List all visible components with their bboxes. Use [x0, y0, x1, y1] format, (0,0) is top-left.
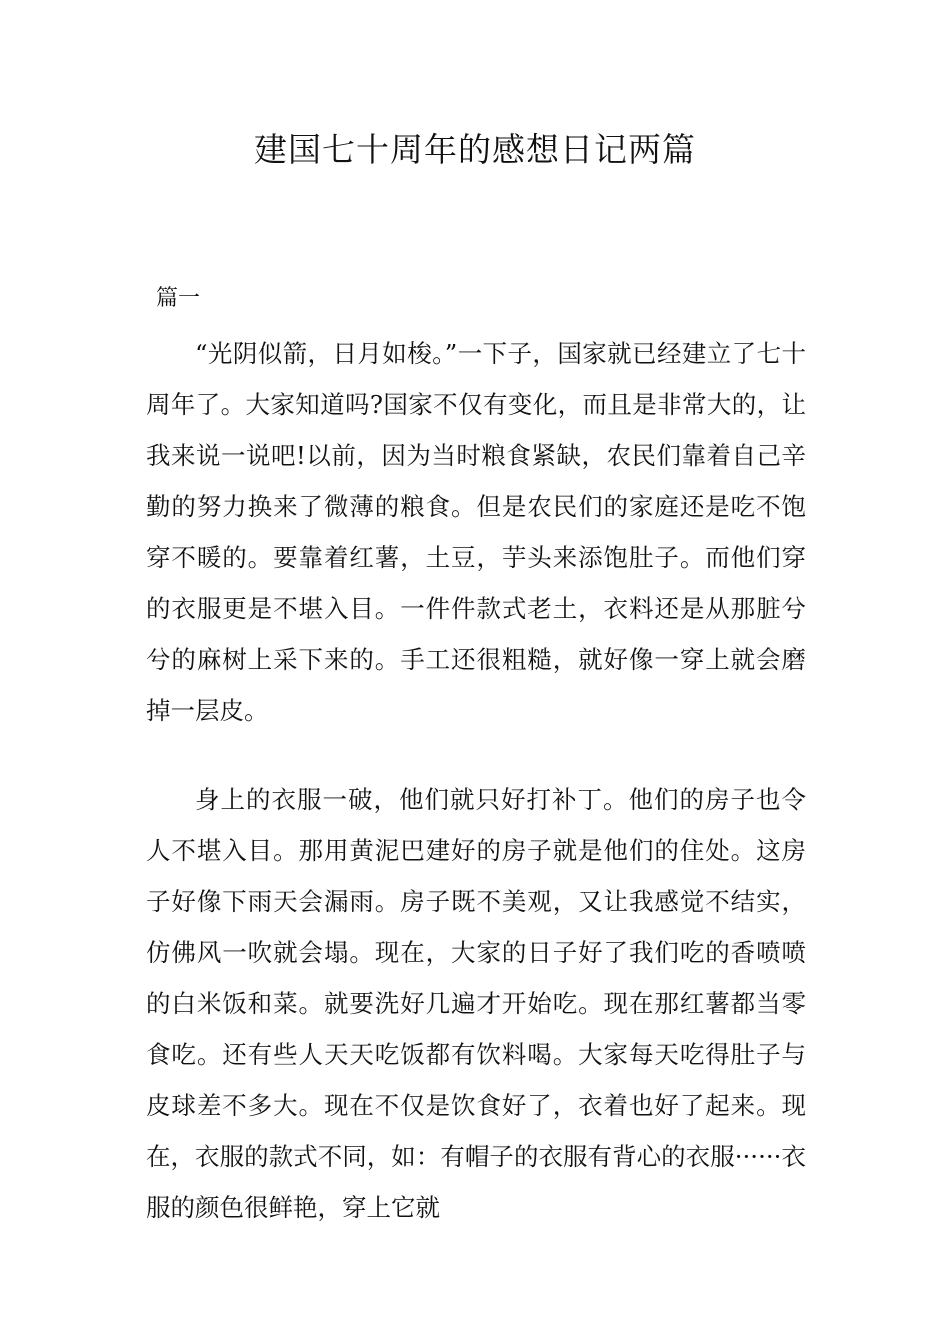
paragraph-1: “光阴似箭，日月如梭。”一下子，国家就已经建立了七十周年了。大家知道吗?国家不仅有变化，而且是非常大的，让我来说一说吧!以前，因为当时粮食紧缺，农民们靠着自己辛勤的努力换来了微薄的粮食。但是农民们的家庭还是吃不饱穿不暖的。要靠着红薯，土豆，芋头来添饱肚子。而他们穿的衣服更是不堪入目。一件件款式老土，衣料还是从那脏兮兮的麻树上采下来的。手工还很粗糙，就好像一穿上就会磨掉一层皮。 [146, 339, 806, 725]
section-label: 篇一 [156, 286, 201, 311]
paragraph-2: 身上的衣服一破，他们就只好打补丁。他们的房子也令人不堪入目。那用黄泥巴建好的房子就是他们的住处。这房子好像下雨天会漏雨。房子既不美观，又让我感觉不结实，仿佛风一吹就会塌。现在，大家的日子好了我们吃的香喷喷的白米饭和菜。就要洗好几遍才开始吃。现在那红薯都当零食吃。还有些人天天吃饭都有饮料喝。大家每天吃得肚子与皮球差不多大。现在不仅是饮食好了，衣着也好了起来。现在，衣服的款式不同，如：有帽子的衣服有背心的衣服······衣服的颜色很鲜艳，穿上它就 [146, 785, 806, 1222]
page-title: 建国七十周年的感想日记两篇 [254, 130, 696, 169]
